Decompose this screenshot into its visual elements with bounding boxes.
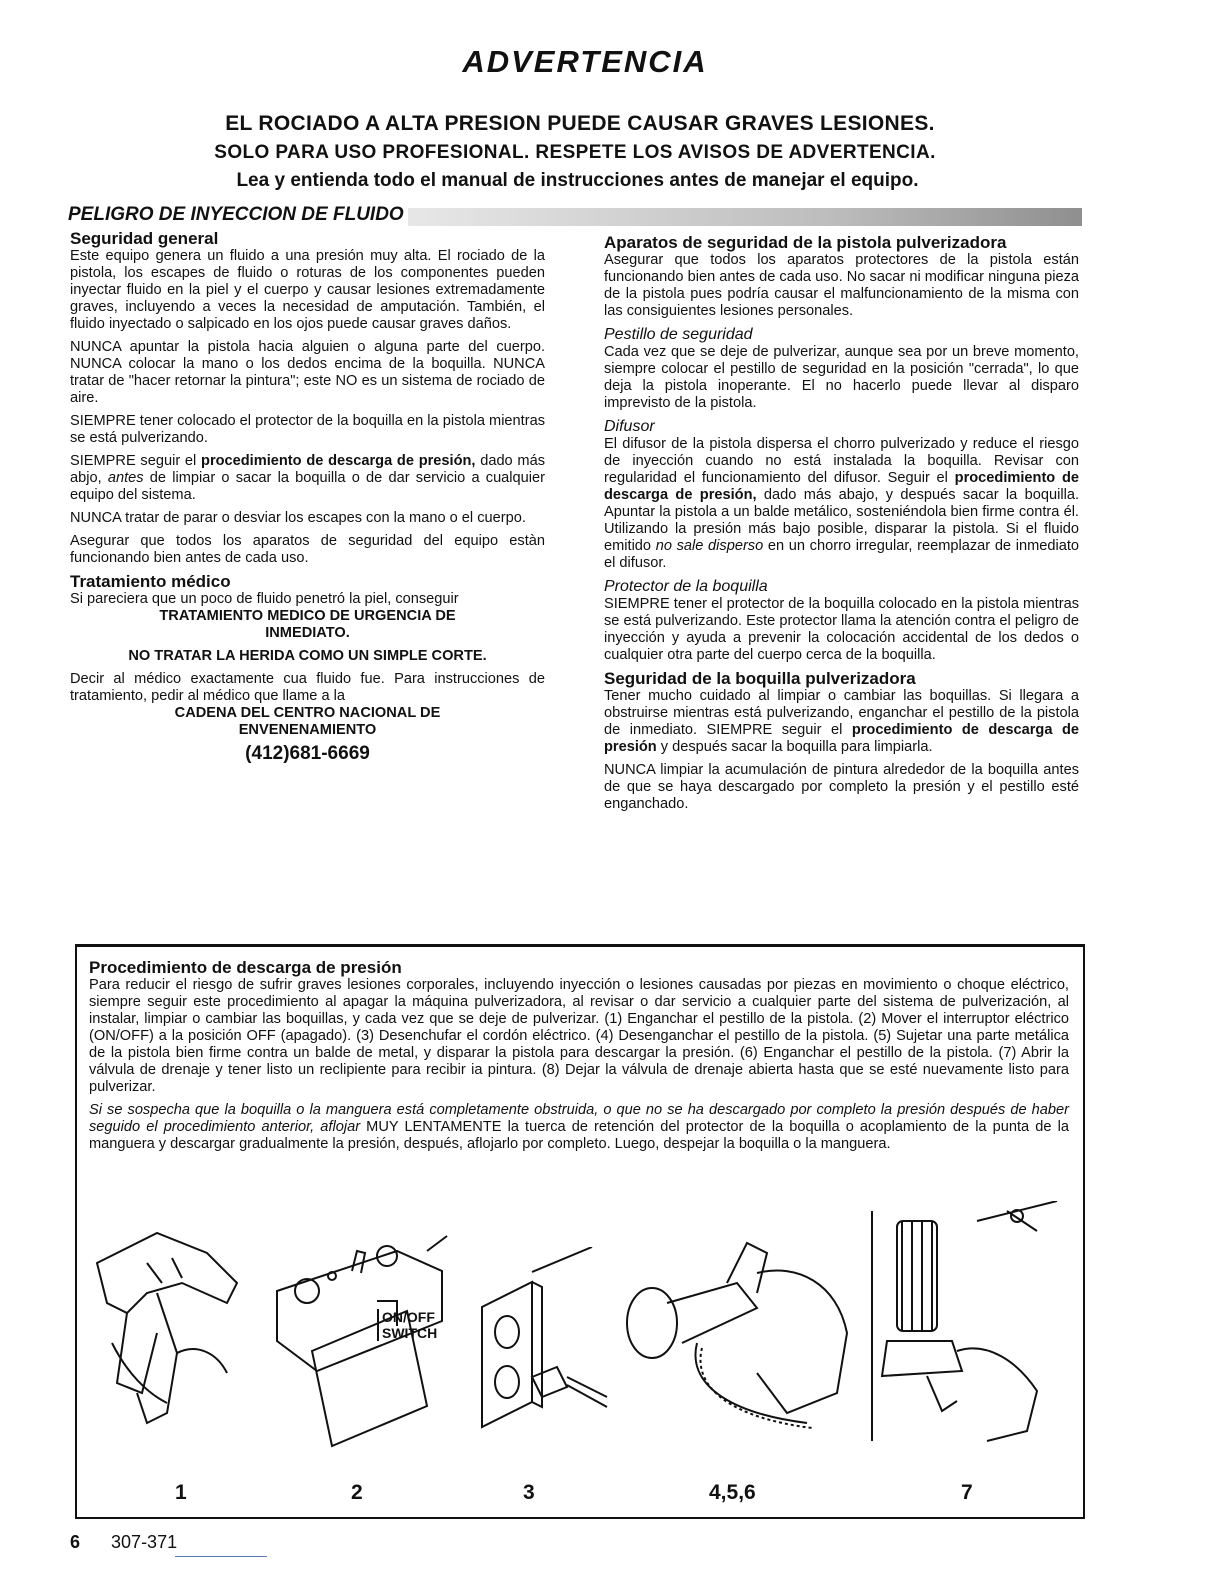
warning-heading: EL ROCIADO A ALTA PRESION PUEDE CAUSAR GRAVES LESIONES. — [225, 112, 935, 135]
tip-safety-title: Seguridad de la boquilla pulverizadora — [604, 669, 916, 688]
page-title: ADVERTENCIA — [462, 44, 708, 79]
page-footer — [70, 1532, 177, 1553]
page-number: 6 — [70, 1532, 81, 1552]
drain-valve-illustration — [867, 1201, 1067, 1451]
medical-text-2: Decir al médico exactamente cua fluido fue. Para instrucciones de tratamiento, pedir al médico que llame a la — [70, 671, 545, 704]
paragraph-never-stop-leaks: NUNCA tratar de parar o desviar los escapes con la mano o el cuerpo. — [70, 510, 526, 526]
warning-subheading: SOLO PARA USO PROFESIONAL. RESPETE LOS AVISOS DE ADVERTENCIA. — [214, 142, 936, 163]
section-header-bar — [68, 204, 1082, 228]
wall-outlet-plug-illustration — [472, 1247, 612, 1447]
document-number: 307-371 — [111, 1532, 178, 1552]
tip-guard-text: SIEMPRE tener el protector de la boquilla colocado en la pistola mientras se está pulverizando. Este protector llama la atención contra el peligro de inyección y ayuda a prevenir la colocación accidental de los dedos o cualquier otra parte del cuerpo cerca de la boquilla. — [604, 596, 1079, 663]
pressure-relief-text: Para reducir el riesgo de sufrir graves lesiones corporales, incluyendo inyección o lesiones causadas por piezas en movimiento o choque eléctrico, siempre seguir este procedimiento al apagar la máquina pulverizadora, al revisar o dar servicio a cualquier parte del sistema de pulverización, al instalar, limpiar o cambiar las boquillas, y cada vez que se deje de pulverizar. (1) Enganchar el pestillo de la pistola. (2) Mover el interruptor eléctrico (ON/OFF) a la posición OFF (apagado). (3) Desenchufar el cordón eléctrico. (4) Desenganchar el pestillo de la pistola. (5) Sujetar una parte metálica de la pistola bien firme contra un balde de metal, y disparar la pistola para descargar la presión. (6) Enganchar el pestillo de la pistola. (7) Abrir la válvula de drenaje y tener listo un reclipiente para recibir ia pintura. (8) Dejar la válvula de drenaje abierta hasta que se esté nuevamente listo para pulverizar. — [89, 977, 1069, 1095]
paragraph-pressure-relief: SIEMPRE seguir el procedimiento de descarga de presión, dado más abjo, antes de limpiar o sacar la boquilla o de dar servicio a cualquier equipo del sistema. — [70, 453, 545, 503]
poison-center-phone: (412)681-6669 — [245, 743, 370, 764]
general-safety-title: Seguridad general — [70, 229, 219, 248]
medical-not-simple-cut: NO TRATAR LA HERIDA COMO UN SIMPLE CORTE. — [128, 648, 487, 664]
general-safety-text: Este equipo genera un fluido a una presión muy alta. El rociado de la pistola, los escapes de fluido o roturas de los componentes pueden inyectar fluido en la piel y el cuerpo y causar lesiones extremadamente graves, incluyendo a veces la necesidad de amputación. También, el fluido inyectado o salpicado en los ojos puede causar graves daños. — [70, 248, 545, 332]
paragraph-safety-devices: Asegurar que todos los aparatos de seguridad del equipo estàn funcionando bien antes de cada uso. — [70, 533, 545, 566]
gun-against-bucket-illustration — [607, 1223, 867, 1443]
figure-number-7: 7 — [961, 1481, 973, 1504]
figure-number-1: 1 — [175, 1481, 187, 1504]
tip-guard-title: Protector de la boquilla — [604, 578, 768, 595]
gun-safety-title: Aparatos de seguridad de la pistola pulverizadora — [604, 233, 1007, 252]
pressure-relief-box — [75, 944, 1085, 1519]
gun-safety-text: Asegurar que todos los aparatos protectores de la pistola están funcionando bien antes de cada uso. No sacar ni modificar ninguna pieza de la pistola pues podría causar el malfuncionamiento de la misma con las consiguientes lesiones personales. — [604, 252, 1079, 319]
diffuser-title: Difusor — [604, 418, 655, 435]
diffuser-text: El difusor de la pistola dispersa el chorro pulverizado y reduce el riesgo de inyección cuando no está instalada la boquilla. Revisar con regularidad el funcionamiento del difusor. Seguir el procedimiento de descarga de presión, dado más abajo, y después sacar la boquilla. Apuntar la pistola a un balde metálico, sosteniéndola bien firme contra él. Utilizando la presión más bajo posible, disparar la pistola. Si el fluido emitido no sale disperso en un chorro irregular, reemplazar de inmediato el difusor. — [604, 436, 1079, 571]
medical-urgent: TRATAMIENTO MEDICO DE URGENCIA DE INMEDIATO. — [159, 608, 456, 641]
footer-rule — [175, 1556, 267, 1557]
right-column — [604, 234, 1079, 819]
figure-number-3: 3 — [523, 1481, 535, 1504]
pressure-relief-title: Procedimiento de descarga de presión — [89, 958, 402, 977]
safety-latch-title: Pestillo de seguridad — [604, 326, 753, 343]
on-off-switch-illustration — [257, 1231, 457, 1461]
safety-latch-text: Cada vez que se deje de pulverizar, aunque sea por un breve momento, siempre colocar el pestillo de seguridad en la posición "cerrada", lo que deja la pistola inoperante. El no hacerlo puede llevar al disparo imprevisto de la pistola. — [604, 344, 1079, 411]
on-off-switch-label: ON/OFF SWITCH — [377, 1309, 437, 1341]
paragraph-tip-guard: SIEMPRE tener colocado el protector de la boquilla en la pistola mientras se está pulverizando. — [70, 413, 545, 446]
figure-number-2: 2 — [351, 1481, 363, 1504]
poison-center: CADENA DEL CENTRO NACIONAL DE ENVENENAMIENTO — [174, 705, 441, 738]
section-title: PELIGRO DE INYECCION DE FLUIDO — [68, 204, 408, 226]
pressure-relief-clog-text: Si se sospecha que la boquilla o la manguera está completamente obstruida, o que no se ha descargado por completo la presión después de haber seguido el procedimiento anterior, aflojar MUY LENTAMENTE la tuerca de retención del protector de la boquilla o acoplamiento de la punta de la manguera y descargar gradualmente la presión, después, aflojarlo por completo. Luego, despejar la boquilla o la manguera. — [89, 1102, 1069, 1152]
tip-safety-text-2: NUNCA limpiar la acumulación de pintura alrededor de la boquilla antes de que se haya descargado por completo la presión y el pestillo esté enganchado. — [604, 762, 1079, 812]
medical-text: Si pareciera que un poco de fluido penetró la piel, conseguir — [70, 591, 459, 607]
figure-number-4-5-6: 4,5,6 — [709, 1481, 756, 1504]
left-column — [70, 230, 545, 762]
paragraph-never-point: NUNCA apuntar la pistola hacia alguien o alguna parte del cuerpo. NUNCA colocar la mano o los dedos encima de la boquilla. NUNCA tratar de "hacer retornar la pintura"; este NO es un sistema de rociado de aire. — [70, 339, 545, 406]
tip-safety-text: Tener mucho cuidado al limpiar o cambiar las boquillas. Si llegara a obstruirse mientras está pulverizando, enganchar el pestillo de la pistola de inmediato. SIEMPRE seguir el procedimiento de descarga de presión y después sacar la boquilla para limpiarla. — [604, 688, 1079, 755]
medical-title: Tratamiento médico — [70, 572, 231, 591]
warning-instruction: Lea y entienda todo el manual de instrucciones antes de manejar el equipo. — [236, 170, 919, 191]
spray-gun-latch-illustration — [87, 1223, 257, 1453]
